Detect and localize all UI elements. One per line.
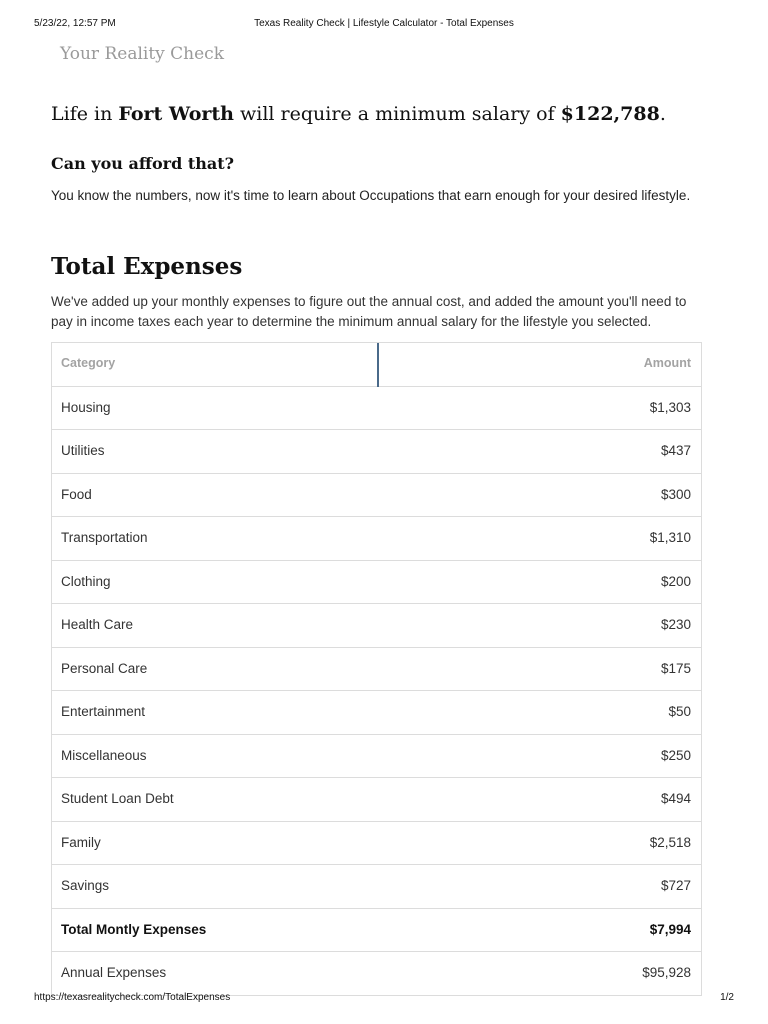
print-datetime: 5/23/22, 12:57 PM (34, 18, 116, 29)
table-row (52, 387, 701, 431)
row-category: Health Care (61, 617, 134, 632)
headline-suffix: . (659, 103, 666, 125)
table-row (52, 561, 701, 605)
total-expenses-description: We've added up your monthly expenses to figure out the annual cost, and added the amount you'll need to pay in income taxes each year to determine the minimum annual salary for the lifestyle you selected. (51, 294, 687, 329)
row-category: Clothing (61, 573, 111, 589)
row-amount: $50 (668, 704, 691, 719)
row-amount: $300 (660, 486, 691, 502)
row-amount: $175 (660, 660, 691, 676)
row-category: Transportation (61, 530, 148, 545)
headline-middle: will require a minimum salary of (233, 103, 561, 125)
headline-salary: $122,788 (560, 103, 660, 125)
annual-expenses-label: Annual Expenses (61, 965, 167, 980)
table-row (52, 517, 701, 561)
salary-headline (51, 100, 731, 128)
table-row (52, 735, 701, 779)
afford-text: You know the numbers, now it's time to learn about Occupations that earn enough for your desired lifestyle. (51, 188, 691, 203)
row-category: Personal Care (61, 660, 148, 676)
table-row (52, 778, 701, 822)
annual-expenses-amount: $95,928 (642, 965, 691, 980)
row-amount: $230 (660, 617, 691, 632)
site-logo-text[interactable]: Your Reality Check (60, 44, 225, 64)
row-category: Entertainment (61, 704, 146, 719)
column-resize-handle[interactable] (377, 343, 379, 387)
table-row (52, 648, 701, 692)
row-category: Student Loan Debt (61, 791, 174, 806)
row-amount: $727 (660, 878, 691, 893)
row-amount: $200 (660, 573, 691, 589)
table-header-row (52, 343, 701, 387)
column-header-category[interactable]: Category (61, 356, 116, 370)
table-row (52, 604, 701, 648)
table-row (52, 474, 701, 518)
print-url: https://texasrealitycheck.com/TotalExpenses (34, 992, 231, 1003)
column-header-amount[interactable]: Amount (643, 356, 691, 370)
print-doc-title: Texas Reality Check | Lifestyle Calculator - Total Expenses (254, 18, 514, 29)
row-amount: $1,303 (649, 399, 691, 415)
row-amount: $250 (660, 747, 691, 763)
row-amount: $1,310 (649, 530, 691, 545)
row-amount: $2,518 (649, 834, 691, 850)
table-row (52, 691, 701, 735)
annual-expenses-row (52, 952, 701, 996)
table-row (52, 822, 701, 866)
headline-prefix: Life in (51, 103, 119, 125)
expenses-table (51, 342, 702, 996)
row-amount: $494 (660, 791, 691, 806)
row-category: Housing (61, 399, 111, 415)
total-expenses-heading: Total Expenses (51, 253, 243, 280)
afford-heading: Can you afford that? (51, 154, 234, 173)
row-category: Miscellaneous (61, 747, 147, 763)
row-category: Family (61, 834, 101, 850)
table-row (52, 430, 701, 474)
table-row (52, 865, 701, 909)
total-monthly-amount: $7,994 (649, 921, 691, 937)
headline-city: Fort Worth (118, 103, 234, 125)
row-category: Savings (61, 878, 110, 893)
row-amount: $437 (660, 443, 691, 458)
print-page-number: 1/2 (720, 992, 734, 1003)
row-category: Utilities (61, 443, 105, 458)
total-monthly-label: Total Montly Expenses (61, 921, 207, 937)
total-monthly-row (52, 909, 701, 953)
row-category: Food (61, 486, 92, 502)
